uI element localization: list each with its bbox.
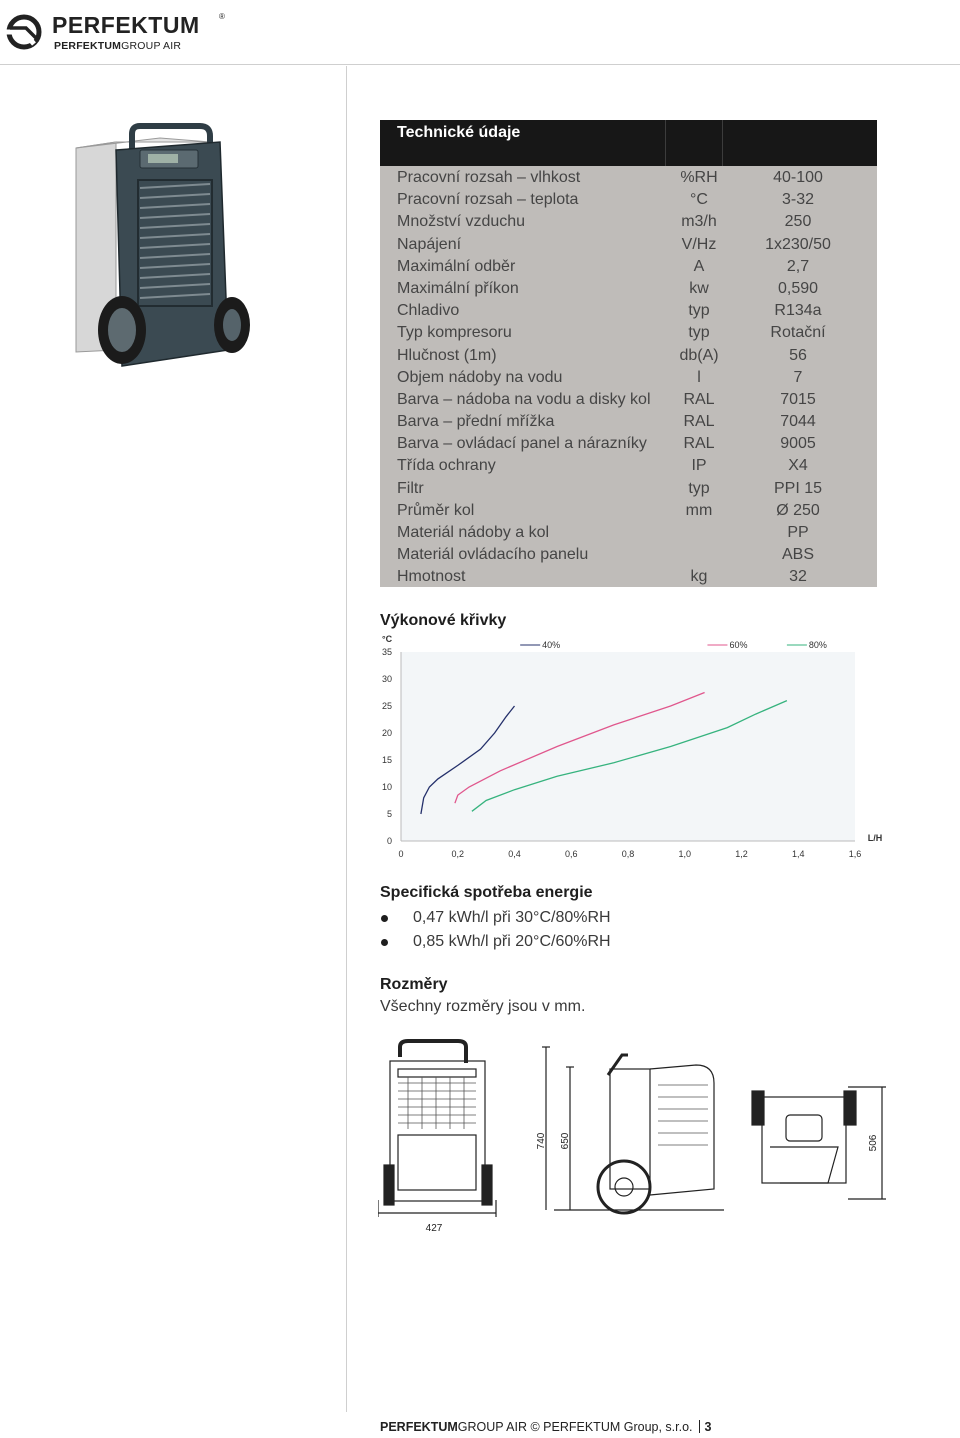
spec-value: 40-100 (773, 169, 823, 186)
dimensions-note: Všechny rozměry jsou v mm. (380, 998, 586, 1015)
brand-subtitle: PERFEKTUMGROUP AIR (54, 40, 182, 52)
table-row (380, 189, 877, 211)
x-tick-label: 0,4 (508, 849, 521, 859)
table-row (380, 566, 877, 588)
table-row (380, 500, 877, 522)
spec-label: Filtr (397, 479, 424, 497)
table-row (380, 433, 877, 455)
spec-unit: °C (690, 191, 708, 209)
legend-label: 40% (542, 640, 561, 650)
spec-value: PPI 15 (773, 479, 823, 497)
footer-separator (699, 1420, 700, 1433)
spec-unit: m3/h (681, 213, 717, 231)
table-row (380, 522, 877, 544)
spec-label: Hlučnost (1m) (397, 346, 497, 364)
spec-value: 250 (784, 213, 812, 231)
legend-label: 60% (729, 640, 748, 650)
y-tick-label: 35 (381, 647, 392, 657)
y-tick-label: 10 (381, 782, 392, 792)
performance-title: Výkonové křivky (380, 612, 507, 629)
performance-chart (370, 632, 890, 864)
spec-unit: db(A) (679, 346, 719, 364)
x-tick-label: 0 (398, 849, 404, 859)
spec-unit: RAL (683, 390, 715, 408)
brand-logo (4, 10, 244, 55)
table-row (380, 389, 877, 411)
bullet-icon (381, 915, 388, 922)
spec-value: X4 (788, 457, 808, 475)
y-tick-label: 0 (386, 836, 392, 846)
table-row (380, 300, 877, 322)
spec-label: Množství vzduchu (397, 213, 526, 231)
spec-unit: %RH (680, 169, 718, 186)
spec-table-header (380, 120, 877, 166)
table-row (380, 478, 877, 500)
logo-mark-icon (4, 12, 48, 52)
spec-label: Objem nádoby na vodu (397, 368, 563, 386)
spec-unit: typ (688, 302, 710, 320)
spec-value: Ø 250 (776, 501, 820, 519)
y-tick-label: 20 (381, 728, 392, 738)
spec-unit: kg (690, 568, 708, 586)
spec-unit: RAL (683, 435, 715, 453)
x-tick-label: 1,4 (791, 849, 805, 859)
registered-mark: ® (219, 12, 225, 21)
spec-label: Chladivo (397, 302, 460, 320)
table-row (380, 455, 877, 477)
dimensions-title: Rozměry (380, 976, 448, 993)
spec-label: Pracovní rozsah – vlhkost (397, 169, 581, 186)
spec-value: 1x230/50 (765, 235, 831, 253)
spec-unit: V/Hz (681, 235, 717, 253)
spec-unit: typ (688, 479, 710, 497)
spec-label: Materiál ovládacího panelu (397, 546, 589, 564)
table-row (380, 367, 877, 389)
y-tick-label: 30 (381, 674, 392, 684)
spec-value: PP (787, 524, 809, 541)
table-row (380, 345, 877, 367)
table-row (380, 234, 877, 256)
spec-label: Maximální odběr (397, 257, 516, 275)
column-divider (346, 66, 347, 1412)
table-row (380, 278, 877, 300)
spec-table-body (380, 167, 877, 589)
dimension-drawing (378, 1035, 898, 1240)
spec-unit: mm (685, 501, 713, 519)
spec-label: Barva – ovládací panel a nárazníky (397, 435, 647, 453)
product-photo (60, 120, 270, 385)
x-tick-label: 1,6 (848, 849, 862, 859)
spec-value: 7015 (780, 390, 816, 408)
x-tick-label: 1,2 (735, 849, 748, 859)
spec-label: Barva – nádoba na vodu a disky kol (397, 390, 651, 408)
brand-name: PERFEKTUM (52, 12, 200, 38)
column-separator (722, 120, 723, 166)
spec-unit: typ (688, 324, 710, 342)
dimension-height-total-label: 740 (536, 1132, 547, 1150)
x-tick-label: 0,8 (621, 849, 635, 859)
page-footer: PERFEKTUMGROUP AIR © PERFEKTUM Group, s.r.o. 3 (380, 1420, 712, 1434)
spec-value: 0,590 (777, 279, 819, 297)
spec-unit: A (693, 257, 705, 275)
spec-value: R134a (774, 302, 822, 320)
page-number: 3 (704, 1420, 712, 1434)
spec-table (380, 120, 877, 587)
spec-label: Typ kompresoru (397, 324, 512, 342)
energy-title: Specifická spotřeba energie (380, 884, 593, 901)
header-divider (0, 64, 960, 65)
spec-value: 32 (789, 568, 807, 586)
spec-label: Třída ochrany (397, 457, 496, 475)
x-tick-label: 0,6 (564, 849, 578, 859)
y-tick-label: 5 (386, 809, 392, 819)
spec-unit: RAL (683, 413, 715, 431)
spec-label: Pracovní rozsah – teplota (397, 191, 579, 209)
spec-table-title: Technické údaje (397, 124, 521, 141)
bullet-icon (381, 939, 388, 946)
x-tick-label: 0,2 (451, 849, 465, 859)
dimension-height-body-label: 650 (560, 1132, 571, 1150)
spec-value: 7044 (780, 413, 816, 431)
spec-value: Rotační (770, 324, 826, 342)
spec-value: ABS (781, 546, 814, 564)
spec-label: Materiál nádoby a kol (397, 524, 550, 541)
table-row (380, 544, 877, 566)
spec-value: 3-32 (781, 191, 815, 209)
spec-label: Napájení (397, 235, 462, 253)
plot-area (401, 652, 855, 841)
column-separator (665, 120, 666, 166)
spec-label: Průměr kol (397, 501, 475, 519)
spec-value: 7 (793, 368, 803, 386)
table-row (380, 256, 877, 278)
dimension-width-label: 427 (425, 1223, 443, 1234)
list-item: 0,47 kWh/l při 30°C/80%RH (380, 906, 611, 930)
energy-list (380, 906, 611, 954)
y-axis-label: °C (382, 634, 393, 644)
y-tick-label: 25 (381, 701, 392, 711)
spec-unit: IP (691, 457, 707, 475)
y-tick-label: 15 (381, 755, 392, 765)
spec-label: Barva – přední mřížka (397, 413, 555, 431)
spec-label: Hmotnost (397, 568, 466, 586)
table-row (380, 411, 877, 433)
list-item: 0,85 kWh/l při 20°C/60%RH (380, 930, 611, 954)
spec-unit: l (697, 368, 701, 386)
spec-label: Maximální příkon (397, 279, 519, 297)
table-row (380, 322, 877, 344)
x-axis-label: L/H (867, 833, 883, 843)
table-row (380, 167, 877, 189)
spec-value: 2,7 (786, 257, 810, 275)
dimension-depth-label: 506 (868, 1134, 879, 1152)
spec-unit: kw (689, 279, 709, 297)
table-row (380, 211, 877, 233)
spec-value: 9005 (780, 435, 816, 453)
spec-value: 56 (789, 346, 807, 364)
x-tick-label: 1,0 (678, 849, 692, 859)
legend-label: 80% (808, 640, 827, 650)
